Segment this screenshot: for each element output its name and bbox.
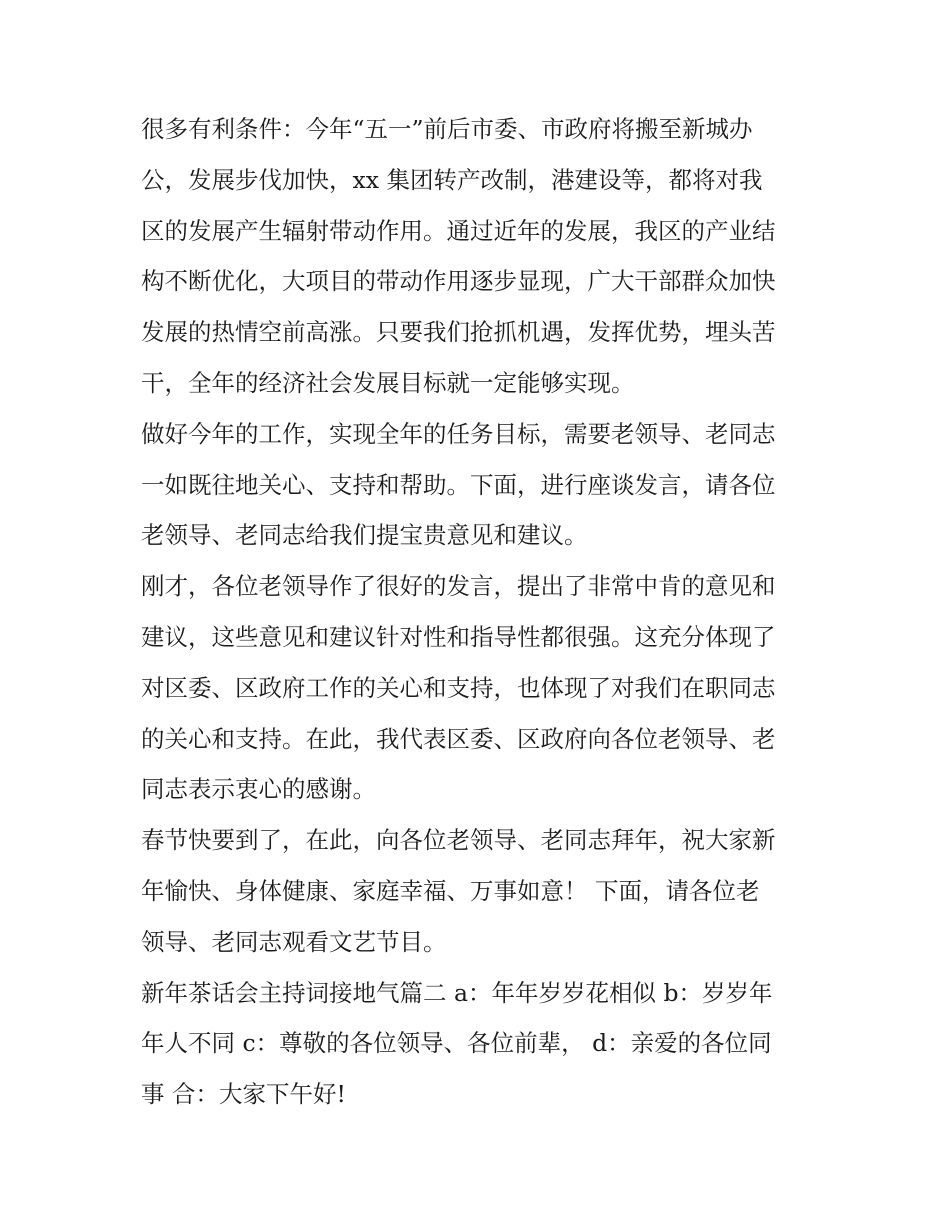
text-line: 区的发展产生辐射带动作用。通过近年的发展，我区的产业结 — [141, 216, 776, 245]
paragraph-4 — [141, 815, 817, 967]
text-line: 春节快要到了，在此，向各位老领导、老同志拜年，祝大家新 — [141, 826, 776, 855]
text-line: 年人不同 c：尊敬的各位领导、各位前辈， d：亲爱的各位同 — [141, 1029, 772, 1058]
text-line: 公，发展步伐加快，xx 集团转产改制，港建设等，都将对我 — [141, 165, 763, 194]
text-line: 一如既往地关心、支持和帮助。下面，进行座谈发言，请各位 — [141, 470, 776, 499]
text-line: 年愉快、身体健康、家庭幸福、万事如意！ 下面，请各位老 — [141, 876, 760, 905]
text-line: 事 合：大家下午好! — [141, 1080, 346, 1109]
text-line: 刚才，各位老领导作了很好的发言，提出了非常中肯的意见和 — [141, 572, 776, 601]
paragraph-2 — [141, 409, 817, 561]
paragraph-5 — [141, 968, 817, 1120]
document-body — [141, 104, 817, 1120]
text-line: 做好今年的工作，实现全年的任务目标，需要老领导、老同志 — [141, 419, 776, 448]
paragraph-1 — [141, 104, 817, 409]
text-line: 构不断优化，大项目的带动作用逐步显现，广大干部群众加快 — [141, 267, 776, 296]
text-line: 的关心和支持。在此，我代表区委、区政府向各位老领导、老 — [141, 724, 776, 753]
text-line: 老领导、老同志给我们提宝贵意见和建议。 — [141, 521, 588, 550]
text-line: 发展的热情空前高涨。只要我们抢抓机遇，发挥优势，埋头苦 — [141, 318, 776, 347]
text-line: 新年茶话会主持词接地气篇二 a：年年岁岁花相似 b：岁岁年 — [141, 978, 773, 1007]
text-line: 同志表示衷心的感谢。 — [141, 775, 376, 804]
text-line: 建议，这些意见和建议针对性和指导性都很强。这充分体现了 — [141, 622, 776, 651]
text-line: 干，全年的经济社会发展目标就一定能够实现。 — [141, 368, 635, 397]
text-line: 很多有利条件：今年“五一”前后市委、市政府将搬至新城办 — [141, 115, 753, 143]
text-line: 对区委、区政府工作的关心和支持，也体现了对我们在职同志 — [141, 673, 776, 702]
paragraph-3 — [141, 561, 817, 815]
text-line: 领导、老同志观看文艺节目。 — [141, 927, 447, 956]
